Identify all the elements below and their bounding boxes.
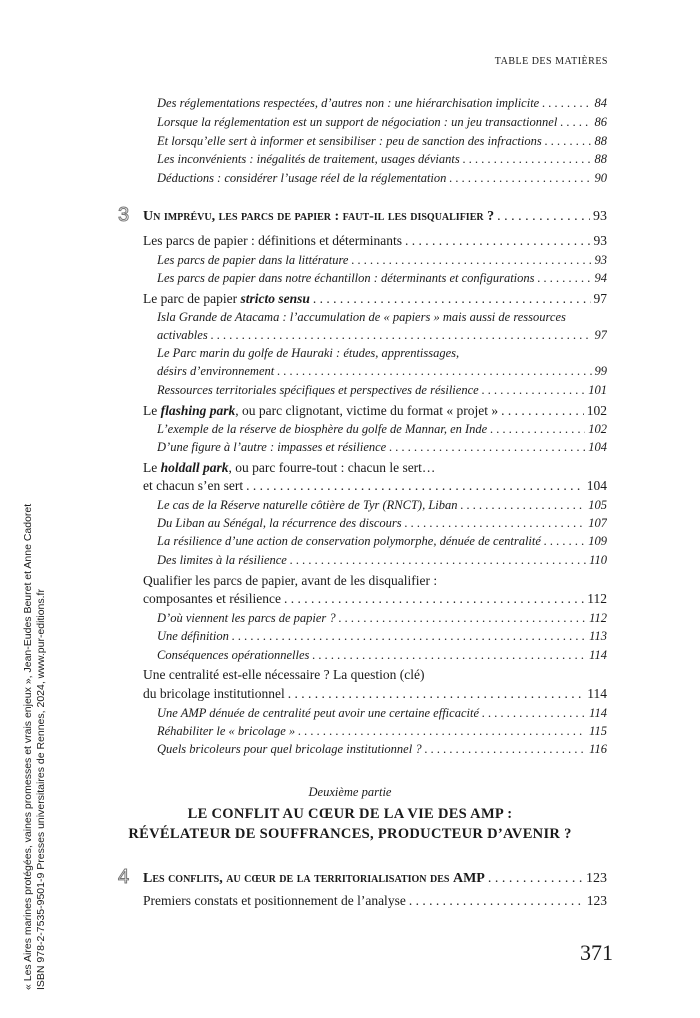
toc-entry[interactable] bbox=[157, 498, 607, 513]
toc-entry-title: Déductions : considérer l’usage réel de la réglementation bbox=[157, 171, 447, 185]
toc-section[interactable] bbox=[143, 686, 607, 702]
leader-dots bbox=[351, 253, 591, 268]
toc-entry-title: Des limites à la résilience bbox=[157, 553, 287, 567]
toc-entry-title: Une définition bbox=[157, 629, 229, 643]
toc-section-title: Les parcs de papier : définitions et déterminants bbox=[143, 233, 403, 248]
leader-dots bbox=[211, 328, 592, 343]
citation-line-2: ISBN 978-2-7535-9501-9 Presses universitaires de Rennes, 2024, www.pur-editions.fr bbox=[35, 589, 47, 990]
toc-chapter-title: Un imprévu, les parcs de papier : faut-il les disqualifier ? bbox=[143, 209, 495, 224]
toc-section-title-text: Le parc de papier bbox=[143, 291, 241, 306]
running-head: TABLE DES MATIÈRES bbox=[494, 56, 608, 67]
toc-entry[interactable] bbox=[157, 534, 607, 549]
toc-entry-title: Les parcs de papier dans la littérature bbox=[157, 253, 349, 267]
leader-dots bbox=[482, 383, 586, 398]
toc-section-title bbox=[143, 291, 310, 307]
toc-entry-title: D’où viennent les parcs de papier ? bbox=[157, 611, 336, 625]
leader-dots bbox=[544, 534, 585, 549]
leader-dots bbox=[501, 403, 584, 419]
toc-section[interactable] bbox=[143, 403, 607, 419]
leader-dots bbox=[389, 440, 585, 455]
toc-section-title: du bricolage institutionnel bbox=[143, 686, 285, 701]
toc-entry-title: L’exemple de la réserve de biosphère du golfe de Mannar, en Inde bbox=[157, 422, 488, 436]
toc-entry-title: Des réglementations respectées, d’autres non : une hiérarchisation implicite bbox=[157, 96, 540, 110]
toc-page-number: 88 bbox=[594, 134, 607, 148]
toc-entry[interactable] bbox=[157, 271, 607, 286]
toc-entry[interactable] bbox=[157, 364, 607, 379]
toc-page-number: 94 bbox=[594, 271, 607, 285]
toc-section-title: et chacun s’en sert bbox=[143, 478, 244, 493]
leader-dots bbox=[298, 724, 586, 739]
toc-entry-line1[interactable]: Isla Grande de Atacama : l’accumulation de « papiers » mais aussi de ressources bbox=[157, 310, 566, 324]
toc-entry[interactable] bbox=[157, 383, 607, 398]
toc-entry[interactable] bbox=[157, 96, 607, 111]
toc-entry-title: Les inconvénients : inégalités de traitement, usages déviants bbox=[157, 152, 460, 166]
toc-section[interactable] bbox=[143, 893, 607, 909]
toc-entry-title: Et lorsqu’elle sert à informer et sensibiliser : peu de sanction des infractions bbox=[157, 134, 542, 148]
part-title-line2: RÉVÉLATEUR DE SOUFFRANCES, PRODUCTEUR D’AVENIR ? bbox=[128, 826, 572, 842]
toc-entry-title: activables bbox=[157, 328, 208, 342]
toc-page-number: 97 bbox=[593, 291, 607, 306]
toc-entry[interactable] bbox=[157, 440, 607, 455]
toc-section-line1[interactable]: Qualifier les parcs de papier, avant de les disqualifier : bbox=[143, 573, 438, 588]
toc-page-number: 101 bbox=[588, 383, 607, 397]
toc-page-number: 123 bbox=[586, 893, 607, 908]
leader-dots bbox=[461, 498, 586, 513]
toc-entry[interactable] bbox=[157, 706, 607, 721]
toc-entry[interactable] bbox=[157, 115, 607, 130]
toc-entry[interactable] bbox=[157, 553, 607, 568]
toc-entry-title: Quels bricoleurs pour quel bricolage institutionnel ? bbox=[157, 742, 422, 756]
toc-entry-title: D’une figure à l’autre : impasses et résilience bbox=[157, 440, 387, 454]
toc-page-number: 104 bbox=[586, 478, 607, 493]
toc-page-number: 99 bbox=[594, 364, 607, 378]
leader-dots bbox=[313, 291, 591, 307]
toc-section[interactable] bbox=[143, 478, 607, 494]
leader-dots bbox=[246, 478, 584, 494]
leader-dots bbox=[490, 422, 585, 437]
leader-dots bbox=[405, 233, 590, 249]
leader-dots bbox=[409, 893, 584, 909]
toc-section-title: Premiers constats et positionnement de l’analyse bbox=[143, 893, 406, 908]
toc-page-number: 93 bbox=[593, 209, 607, 224]
toc-page-number: 102 bbox=[588, 422, 607, 436]
toc-section-title-text: , ou parc fourre-tout : chacun le sert… bbox=[228, 460, 436, 475]
toc-page-number: 93 bbox=[593, 233, 607, 248]
toc-chapter-title-text: Les conflits, au cœur de la territorialisation des bbox=[143, 871, 453, 886]
chapter-number-3: 3 bbox=[118, 204, 130, 226]
toc-section-line1[interactable] bbox=[143, 460, 607, 476]
toc-entry[interactable] bbox=[157, 171, 607, 186]
toc-page-number: 102 bbox=[586, 403, 607, 418]
toc-entry[interactable] bbox=[157, 742, 607, 757]
toc-page-number: 112 bbox=[589, 611, 607, 625]
toc-page-number: 84 bbox=[594, 96, 607, 110]
toc-entry-title: désirs d’environnement bbox=[157, 364, 275, 378]
toc-chapter-title-acronym: AMP bbox=[452, 871, 485, 886]
leader-dots bbox=[425, 742, 587, 757]
toc-page-number: 113 bbox=[589, 629, 607, 643]
toc-page-number: 109 bbox=[588, 534, 607, 548]
toc-section-title-emphasis: stricto sensu bbox=[240, 291, 310, 306]
toc-entry[interactable] bbox=[157, 516, 607, 531]
part-title-line1: LE CONFLIT AU CŒUR DE LA VIE DES AMP : bbox=[187, 806, 513, 822]
leader-dots bbox=[277, 364, 591, 379]
leader-dots bbox=[545, 134, 592, 149]
toc-entry[interactable] bbox=[157, 422, 607, 437]
toc-section-title: composantes et résilience bbox=[143, 591, 281, 606]
toc-entry[interactable] bbox=[157, 629, 607, 644]
toc-entry-title: Conséquences opérationnelles bbox=[157, 648, 310, 662]
toc-entry-title: Du Liban au Sénégal, la récurrence des discours bbox=[157, 516, 402, 530]
leader-dots bbox=[312, 648, 586, 663]
toc-section-line1[interactable]: Une centralité est-elle nécessaire ? La question (clé) bbox=[143, 667, 425, 682]
toc-entry-title: Les parcs de papier dans notre échantillon : déterminants et configurations bbox=[157, 271, 535, 285]
toc-page-number: 88 bbox=[594, 152, 607, 166]
leader-dots bbox=[339, 611, 587, 626]
toc-chapter-4[interactable] bbox=[143, 871, 607, 887]
toc-entry-title: La résilience d’une action de conservation polymorphe, dénuée de centralité bbox=[157, 534, 541, 548]
toc-page-number: 90 bbox=[594, 171, 607, 185]
toc-page-number: 86 bbox=[594, 115, 607, 129]
toc-entry-line1[interactable]: Le Parc marin du golfe de Hauraki : études, apprentissages, bbox=[157, 346, 460, 360]
toc-entry-title: Le cas de la Réserve naturelle côtière de Tyr (RNCT), Liban bbox=[157, 498, 458, 512]
toc-page-number: 114 bbox=[587, 686, 607, 701]
toc-page-number: 114 bbox=[589, 648, 607, 662]
page-number: 371 bbox=[580, 940, 613, 965]
toc-section-title-text: , ou parc clignotant, victime du format « projet » bbox=[235, 403, 499, 418]
toc-section-title-text: Le bbox=[143, 460, 161, 475]
leader-dots bbox=[449, 171, 591, 186]
toc-section-title-text: Le bbox=[143, 403, 161, 418]
toc-section[interactable] bbox=[143, 291, 607, 307]
leader-dots bbox=[290, 553, 586, 568]
leader-dots bbox=[538, 271, 592, 286]
toc-entry[interactable] bbox=[157, 648, 607, 663]
toc-entry-title: Une AMP dénuée de centralité peut avoir une certaine efficacité bbox=[157, 706, 479, 720]
leader-dots bbox=[482, 706, 586, 721]
toc-chapter-3[interactable] bbox=[143, 209, 607, 225]
toc-page-number: 97 bbox=[594, 328, 607, 342]
toc-page-number: 116 bbox=[589, 742, 607, 756]
toc-entry-title: Ressources territoriales spécifiques et perspectives de résilience bbox=[157, 383, 479, 397]
leader-dots bbox=[497, 209, 590, 225]
toc-page-number: 105 bbox=[588, 498, 607, 512]
toc-entry[interactable] bbox=[157, 724, 607, 739]
leader-dots bbox=[488, 871, 583, 887]
leader-dots bbox=[284, 591, 584, 607]
toc-page-number: 110 bbox=[589, 553, 607, 567]
toc-entry[interactable] bbox=[157, 152, 607, 167]
part-label: Deuxième partie bbox=[308, 785, 392, 799]
toc-section-title-emphasis: holdall park bbox=[160, 460, 229, 475]
toc-entry[interactable] bbox=[157, 253, 607, 268]
toc-entry[interactable] bbox=[157, 611, 607, 626]
leader-dots bbox=[542, 96, 591, 111]
leader-dots bbox=[405, 516, 586, 531]
sidebar-citation-text bbox=[22, 504, 48, 990]
chapter-number-4: 4 bbox=[118, 866, 130, 888]
toc-page-number: 112 bbox=[587, 591, 607, 606]
leader-dots bbox=[560, 115, 591, 130]
toc-page-number: 104 bbox=[588, 440, 607, 454]
toc-entry-title: Lorsque la réglementation est un support de négociation : un jeu transactionnel bbox=[157, 115, 558, 129]
citation-line-1: « Les Aires marines protégées, vaines promesses et vrais enjeux », Jean-Eudes Beuret et Anne Cadoret bbox=[22, 503, 34, 990]
toc-entry-title: Réhabiliter le « bricolage » bbox=[157, 724, 296, 738]
toc-page-number: 93 bbox=[594, 253, 607, 267]
leader-dots bbox=[288, 686, 585, 702]
toc-section[interactable] bbox=[143, 233, 607, 249]
toc-page-number: 107 bbox=[588, 516, 607, 530]
toc-entry[interactable] bbox=[157, 328, 607, 343]
toc-entry[interactable] bbox=[157, 134, 607, 149]
toc-page-number: 115 bbox=[589, 724, 607, 738]
toc-page-number: 123 bbox=[586, 871, 607, 886]
toc-section-title-emphasis: flashing park bbox=[160, 403, 236, 418]
toc-section[interactable] bbox=[143, 591, 607, 607]
toc-chapter-title bbox=[143, 871, 485, 887]
leader-dots bbox=[463, 152, 592, 167]
leader-dots bbox=[232, 629, 586, 644]
toc-page-number: 114 bbox=[589, 706, 607, 720]
toc-section-title bbox=[143, 403, 498, 419]
